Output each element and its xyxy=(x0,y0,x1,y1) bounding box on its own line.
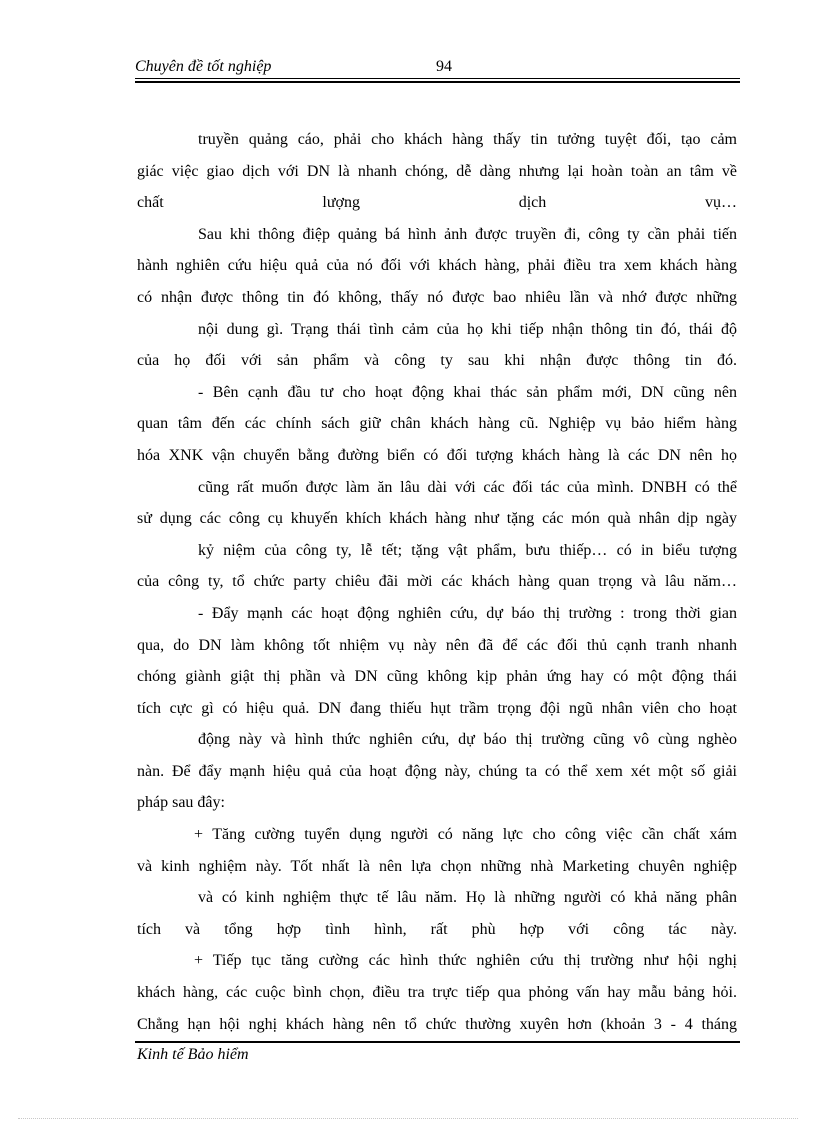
text-line: kỷ niệm của công ty, lễ tết; tặng vật phẩm, bưu thiếp… có in biểu tượng xyxy=(198,541,737,559)
text-line: quan tâm đến các chính sách giữ chân khách hàng cũ. Nghiệp vụ bảo hiểm hàng xyxy=(137,415,737,433)
text-line: Sau khi thông điệp quảng bá hình ảnh được truyền đi, công ty cần phải tiến xyxy=(198,225,737,243)
page-number: 94 xyxy=(436,58,452,75)
header-title: Chuyên đề tốt nghiệp xyxy=(135,58,272,75)
text-line: chóng giành giật thị phần và DN cũng không kịp phản ứng hay có một động thái xyxy=(137,668,737,686)
text-line: khách hàng, các cuộc bình chọn, điều tra trực tiếp qua phỏng vấn hay mẫu bảng hỏi. xyxy=(137,984,737,1002)
text-line: của công ty, tổ chức party chiêu đãi mời các khách hàng quan trọng và lâu năm… xyxy=(137,573,737,591)
text-line: của họ đối với sản phẩm và công ty sau khi nhận được thông tin đó. xyxy=(137,352,737,370)
body-text xyxy=(137,124,737,1040)
text-line: chất lượng dịch vụ… xyxy=(137,194,737,212)
text-line: truyền quảng cáo, phải cho khách hàng thấy tin tưởng tuyệt đối, tạo cảm xyxy=(198,131,737,148)
text-line: tích cực gì có hiệu quả. DN đang thiếu hụt trầm trọng đội ngũ nhân viên cho hoạt xyxy=(137,699,737,717)
text-line: hóa XNK vận chuyển bằng đường biển có đối tượng khách hàng là các DN nên họ xyxy=(137,446,737,464)
header-rule-bottom xyxy=(135,81,740,83)
text-line: và kinh nghiệm này. Tốt nhất là nên lựa chọn những nhà Marketing chuyên nghiệp xyxy=(137,857,737,875)
footer-rule xyxy=(135,1041,740,1043)
text-line: động này và hình thức nghiên cứu, dự báo thị trường cũng vô cùng nghèo xyxy=(198,731,737,749)
text-line: nội dung gì. Trạng thái tình cảm của họ khi tiếp nhận thông tin đó, thái độ xyxy=(198,320,737,338)
text-line: tích và tổng hợp tình hình, rất phù hợp với công tác này. xyxy=(137,920,737,938)
text-line: giác việc giao dịch với DN là nhanh chóng, dễ dàng nhưng lại hoàn toàn an tâm về xyxy=(137,162,737,180)
text-line: qua, do DN làm không tốt nhiệm vụ này nên đã để các đối thủ cạnh tranh nhanh xyxy=(137,636,737,654)
text-line: có nhận được thông tin đó không, thấy nó được bao nhiêu lần và nhớ được những xyxy=(137,288,737,306)
header-rule-top xyxy=(135,78,740,79)
text-line: pháp sau đây: xyxy=(137,794,225,812)
text-line: - Đẩy mạnh các hoạt động nghiên cứu, dự báo thị trường : trong thời gian xyxy=(198,604,737,622)
text-line: + Tăng cường tuyển dụng người có năng lực cho công việc cần chất xám xyxy=(194,826,737,844)
text-line: - Bên cạnh đầu tư cho hoạt động khai thác sản phẩm mới, DN cũng nên xyxy=(198,383,737,401)
page-bottom-dotted-border xyxy=(18,1118,798,1119)
text-line: và có kinh nghiệm thực tế lâu năm. Họ là những người có khả năng phân xyxy=(198,889,737,907)
text-line: cũng rất muốn được làm ăn lâu dài với các đối tác của mình. DNBH có thể xyxy=(198,478,737,496)
text-line: nàn. Để đẩy mạnh hiệu quả của hoạt động này, chúng ta có thể xem xét một số giải xyxy=(137,762,737,780)
text-line: hành nghiên cứu hiệu quả của nó đối với khách hàng, phải điều tra xem khách hàng xyxy=(137,257,737,275)
text-line: sử dụng các công cụ khuyến khích khách hàng như tặng các món quà nhân dịp ngày xyxy=(137,510,737,528)
text-line: Chẳng hạn hội nghị khách hàng nên tổ chức thường xuyên hơn (khoản 3 - 4 tháng xyxy=(137,1015,737,1033)
text-line: + Tiếp tục tăng cường các hình thức nghiên cứu thị trường như hội nghị xyxy=(194,952,737,970)
footer-title: Kinh tế Bảo hiểm xyxy=(137,1046,249,1063)
